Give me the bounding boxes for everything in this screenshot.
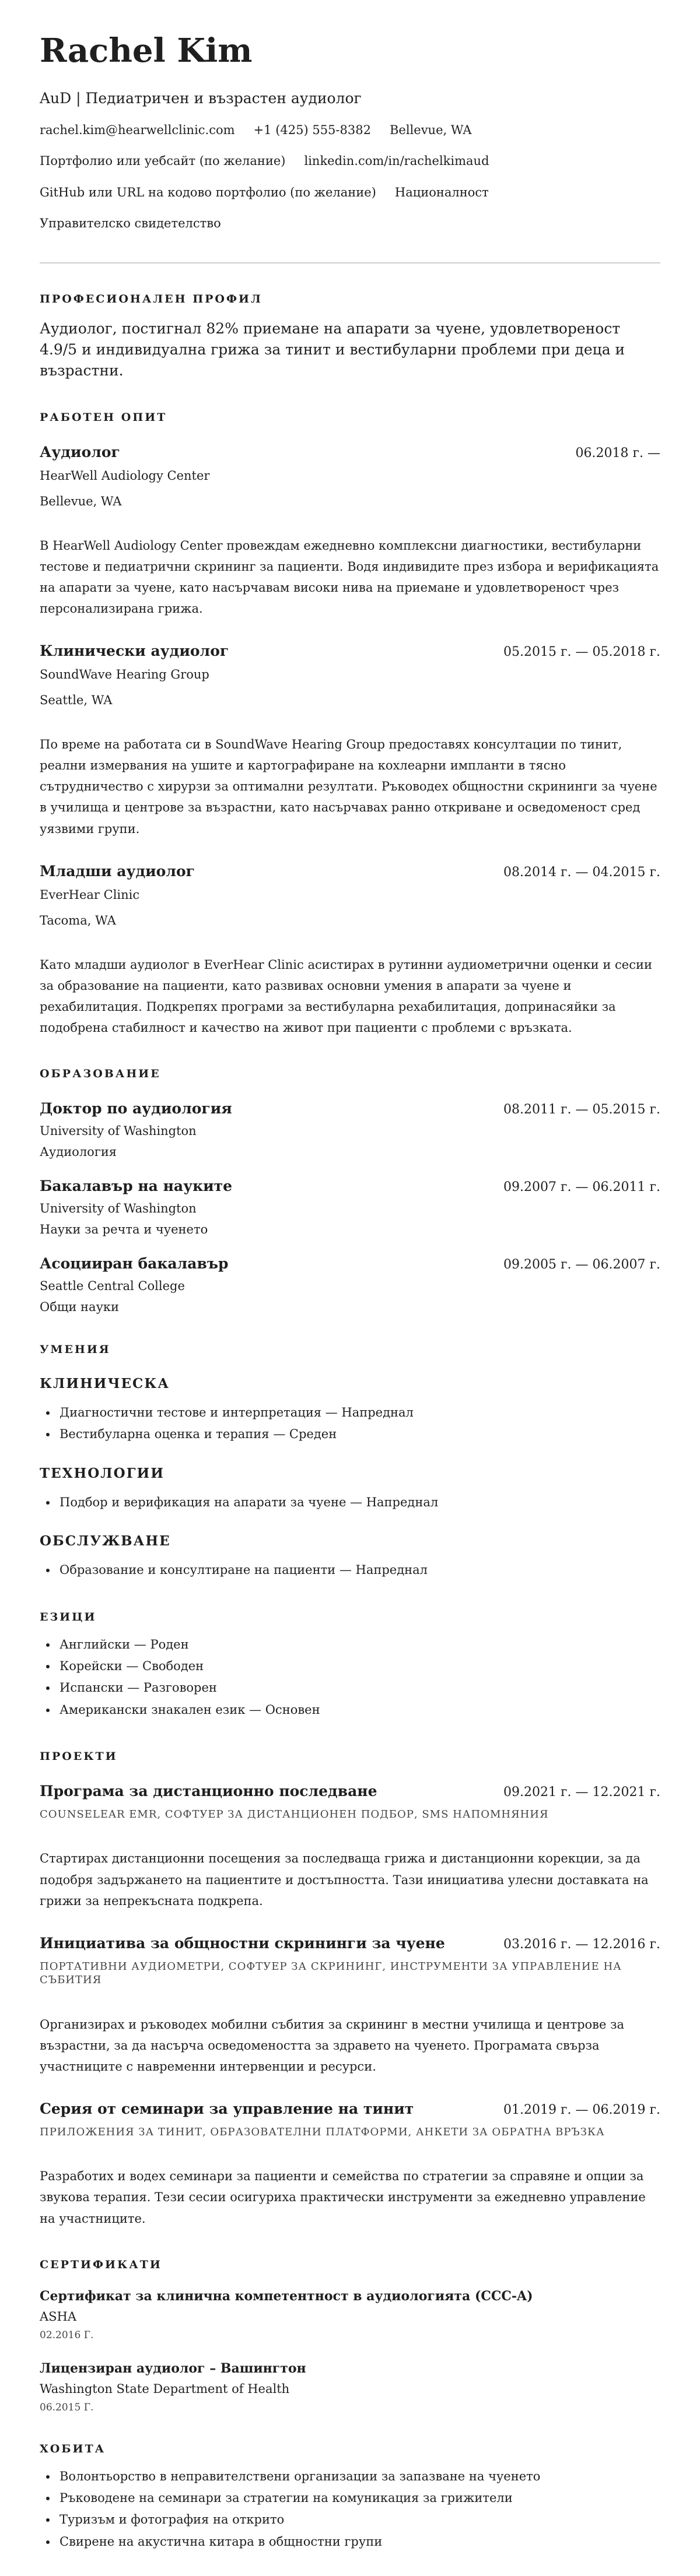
degree-dates: 09.2005 г. — 06.2007 г. [503, 1257, 660, 1273]
degree-dates: 08.2011 г. — 05.2015 г. [503, 1102, 660, 1117]
education-entry [40, 1100, 660, 1159]
degree-title: Асоцииран бакалавър [40, 1255, 229, 1273]
project-dates: 03.2016 г. — 12.2016 г. [503, 1937, 660, 1952]
job-company: EverHear Clinic [40, 887, 140, 902]
section-title-profile: ПРОФЕСИОНАЛЕН ПРОФИЛ [40, 292, 262, 305]
job-location: Seattle, WA [40, 693, 113, 708]
project-dates: 09.2021 г. — 12.2021 г. [503, 1785, 660, 1800]
language-item: • Испански — Разговорен [57, 1677, 660, 1699]
certification-entry [40, 2361, 660, 2413]
degree-dates: 09.2007 г. — 06.2011 г. [503, 1180, 660, 1195]
language-item: • Английски — Роден [57, 1634, 660, 1656]
profile-summary: Аудиолог, постигнал 82% приемане на апарати за чуене, удовлетвореност 4.9/5 и индивидуална грижа за тинит и вестибуларни проблеми при деца и възрастни. [40, 319, 625, 379]
skill-category-title: КЛИНИЧЕСКА [40, 1376, 170, 1392]
skill-list [40, 1559, 660, 1581]
project-description: Стартирах дистанционни посещения за последваща грижа и дистанционни корекции, за да подобря задържането на пациентите и достъпността. Тази инициатива улесни доставката на грижи за непрекъсната подкрепа. [40, 1851, 649, 1908]
contact-email[interactable]: rachel.kim@hearwellclinic.com [40, 122, 235, 137]
project-tech: ПРИЛОЖЕНИЯ ЗА ТИНИТ, ОБРАЗОВАТЕЛНИ ПЛАТФОРМИ, АНКЕТИ ЗА ОБРАТНА ВРЪЗКА [40, 2125, 605, 2138]
experience-entry [40, 642, 660, 839]
project-entry [40, 1935, 660, 2077]
job-description: В HearWell Audiology Center провеждам ежедневно комплексни диагностики, вестибуларни тестове и педиатрични скрининг за пациенти. Водя индивидите през избора и верификацията на апарати за чуене, като насърчавам високи нива на приемане и удовлетвореност чрез персонализирана грижа. [40, 538, 659, 616]
degree-title: Бакалавър на науките [40, 1178, 233, 1195]
degree-title: Доктор по аудиология [40, 1100, 232, 1117]
skill-category-title: ОБСЛУЖВАНЕ [40, 1533, 171, 1549]
contact-license: Управителско свидетелство [40, 216, 221, 231]
hobby-item: • Волонтьорство в неправителствени организации за запазване на чуенето [57, 2466, 660, 2487]
project-description: Организирах и ръководех мобилни събития за скрининг в местни училища и центрове за възрастни, за да насърча осведомеността за здравето на чуенето. Програмата свърза участниците с навременни интервенции и ресурси. [40, 2017, 625, 2074]
skill-item: • Подбор и верификация на апарати за чуене — Напреднал [57, 1492, 660, 1513]
skill-list [40, 1492, 660, 1513]
language-list [40, 1634, 660, 1721]
certification-date: 06.2015 Г. [40, 2401, 94, 2413]
contact-nationality: Националност [394, 185, 489, 199]
school-name: University of Washington [40, 1201, 197, 1216]
job-title: Клинически аудиолог [40, 642, 229, 660]
section-title-languages: ЕЗИЦИ [40, 1610, 97, 1623]
job-company: SoundWave Hearing Group [40, 667, 209, 682]
certification-issuer: Washington State Department of Health [40, 2381, 290, 2396]
education-entry [40, 1255, 660, 1314]
job-title: Аудиолог [40, 443, 120, 461]
hobby-list [40, 2466, 660, 2553]
project-description: Разработих и водех семинари за пациенти и семейства по стратегии за справяне и опции за звукова терапия. Тези сесии осигуриха практически инструменти за ежедневно управление на участниците. [40, 2169, 646, 2226]
field-of-study: Науки за речта и чуенето [40, 1222, 208, 1237]
project-name: Програма за дистанционно последване [40, 1783, 377, 1800]
contact-phone[interactable]: +1 (425) 555-8382 [253, 122, 371, 137]
certification-entry [40, 2289, 660, 2341]
project-name: Инициатива за общностни скрининги за чуене [40, 1934, 445, 1952]
experience-entry [40, 863, 660, 1038]
job-title: Младши аудиолог [40, 862, 195, 880]
header-divider [40, 262, 660, 263]
job-location: Tacoma, WA [40, 913, 116, 927]
certification-issuer: ASHA [40, 2309, 77, 2324]
job-description: По време на работата си в SoundWave Hearing Group предоставях консултации по тинит, реални измервания на ушите и картографиране на кохлеарни импланти в тясно сътрудничество с хирурзи за оптимални резултати. Ръководех общностни скрининги за чуене в училища и центрове за възрастни, като насърчавах ранно откриване и осведоменост сред уязвими групи. [40, 737, 657, 836]
project-entry [40, 2100, 660, 2229]
section-title-projects: ПРОЕКТИ [40, 1750, 118, 1763]
section-title-experience: РАБОТЕН ОПИТ [40, 410, 167, 424]
headline: AuD | Педиатричен и възрастен аудиолог [40, 90, 362, 107]
contact-location: Bellevue, WA [389, 122, 472, 137]
hobby-item: • Свирене на акустична китара в общностни групи [57, 2531, 660, 2553]
skill-list [40, 1402, 660, 1446]
candidate-name: Rachel Kim [40, 31, 253, 70]
contact-linkedin[interactable]: linkedin.com/in/rachelkimaud [304, 154, 489, 168]
job-dates: 06.2018 г. — [575, 445, 660, 461]
contact-block [40, 121, 660, 233]
language-item: • Американски знакален език — Основен [57, 1699, 660, 1721]
school-name: University of Washington [40, 1124, 197, 1138]
section-title-skills: УМЕНИЯ [40, 1343, 111, 1356]
section-title-education: ОБРАЗОВАНИЕ [40, 1067, 161, 1081]
project-dates: 01.2019 г. — 06.2019 г. [503, 2102, 660, 2117]
experience-entry [40, 444, 660, 619]
job-description: Като младши аудиолог в EverHear Clinic асистирах в рутинни аудиометрични оценки и сесии за образование на пациенти, като развивах основни умения в апарати за чуене и рехабилитация. Подкрепях програми за вестибуларна рехабилитация, допринасяйки за подобрена стабилност и качество на живот при пациенти с проблеми с връзката. [40, 957, 652, 1035]
project-name: Серия от семинари за управление на тинит [40, 2100, 414, 2117]
skill-item: • Вестибуларна оценка и терапия — Среден [57, 1424, 660, 1445]
field-of-study: Общи науки [40, 1300, 120, 1315]
contact-portfolio[interactable]: Портфолио или уебсайт (по желание) [40, 154, 286, 168]
skill-category-title: ТЕХНОЛОГИИ [40, 1465, 164, 1481]
certification-name: Лицензиран аудиолог – Вашингтон [40, 2360, 306, 2376]
field-of-study: Аудиология [40, 1145, 117, 1159]
section-title-hobbies: ХОБИТА [40, 2442, 106, 2455]
language-item: • Корейски — Свободен [57, 1656, 660, 1677]
section-title-certifications: СЕРТИФИКАТИ [40, 2258, 162, 2271]
job-dates: 08.2014 г. — 04.2015 г. [503, 864, 660, 880]
project-entry [40, 1783, 660, 1911]
skill-item: • Образование и консултиране на пациенти — Напреднал [57, 1559, 660, 1581]
project-tech: COUNSELEAR EMR, СОФТУЕР ЗА ДИСТАНЦИОНЕН ПОДБОР, SMS НАПОМНЯНИЯ [40, 1808, 549, 1821]
job-dates: 05.2015 г. — 05.2018 г. [503, 645, 660, 660]
school-name: Seattle Central College [40, 1279, 185, 1294]
education-entry [40, 1178, 660, 1236]
job-location: Bellevue, WA [40, 494, 122, 508]
contact-github[interactable]: GitHub или URL на кодово портфолио (по желание) [40, 185, 376, 199]
certification-date: 02.2016 Г. [40, 2329, 94, 2341]
hobby-item: • Туризъм и фотография на открито [57, 2509, 660, 2531]
job-company: HearWell Audiology Center [40, 468, 210, 483]
skill-item: • Диагностични тестове и интерпретация — Напреднал [57, 1402, 660, 1424]
hobby-item: • Ръководене на семинари за стратегии на комуникация за грижители [57, 2487, 660, 2509]
certification-name: Сертификат за клинична компетентност в аудиологията (CCC-A) [40, 2288, 533, 2304]
project-tech: ПОРТАТИВНИ АУДИОМЕТРИ, СОФТУЕР ЗА СКРИНИНГ, ИНСТРУМЕНТИ ЗА УПРАВЛЕНИЕ НА СЪБИТИЯ [40, 1960, 622, 1987]
